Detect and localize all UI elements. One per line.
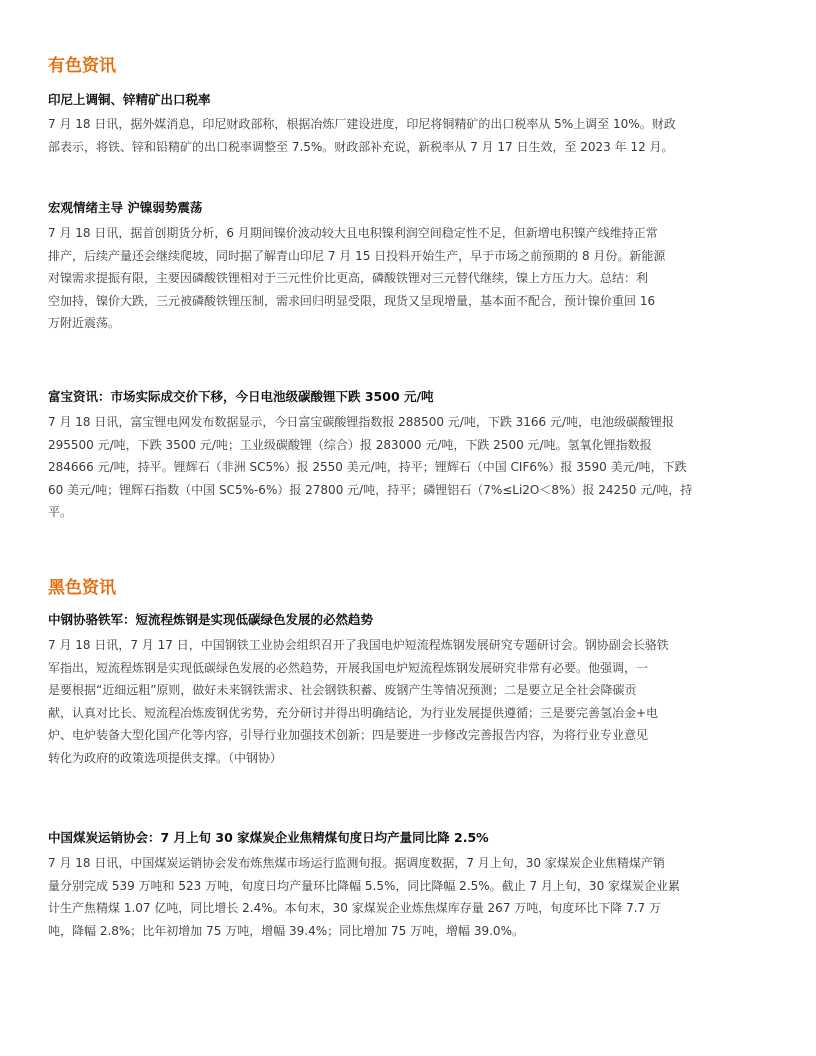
article-line: 7 月 18 日讯，7 月 17 日，中国钢铁工业协会组织召开了我国电炉短流程炼钢发展研究专题研讨会。钢协副会长骆铁 — [48, 638, 669, 652]
article-title: 中钢协骆铁军：短流程炼钢是实现低碳绿色发展的必然趋势 — [48, 612, 374, 627]
article-line: 7 月 18 日讯，富宝锂电网发布数据显示，今日富宝碳酸锂指数报 288500 元/吨，下跌 3166 元/吨，电池级碳酸锂报 — [48, 415, 675, 429]
article-title: 印尼上调铜、锌精矿出口税率 — [48, 92, 211, 107]
section-title-ferrous: 黑色资讯 — [48, 578, 116, 598]
article-line: 献，认真对比长、短流程冶炼废钢优劣势，充分研讨并得出明确结论，为行业发展提供遵循；三是要完善氢冶金+电 — [48, 705, 659, 720]
article-body — [48, 113, 758, 158]
article-line: 平。 — [48, 505, 73, 519]
article-line: 284666 元/吨，持平。锂辉石（非洲 SC5%）报 2550 美元/吨，持平；锂辉石（中国 CIF6%）报 3590 美元/吨，下跌 — [48, 460, 687, 474]
article-line: 7 月 18 日讯，据外媒消息，印尼财政部称，根据冶炼厂建设进度，印尼将铜精矿的出口税率从 5%上调至 10%。财政 — [48, 117, 676, 131]
article-body — [48, 222, 758, 335]
article-title: 中国煤炭运销协会：7 月上旬 30 家煤炭企业焦精煤旬度日均产量同比降 2.5% — [48, 830, 489, 845]
article-line: 对镍需求提振有限，主要因磷酸铁锂相对于三元性价比更高，磷酸铁锂对三元替代继续，镍上方压力大。总结：利 — [48, 271, 649, 285]
article-line: 转化为政府的政策选项提供支撑。（中钢协） — [48, 750, 283, 765]
article-title: 宏观情绪主导 沪镍弱势震荡 — [48, 200, 203, 215]
article-body — [48, 852, 758, 942]
article-line: 60 美元/吨；锂辉石指数（中国 SC5%-6%）报 27800 元/吨，持平；磷锂铝石（7%≤Li2O＜8%）报 24250 元/吨，持 — [48, 482, 693, 497]
article-line: 炉、电炉装备大型化国产化等内容，引导行业加强技术创新；四是要进一步修改完善报告内容，为将行业专业意见 — [48, 728, 649, 742]
article-line: 部表示，将铁、锌和铅精矿的出口税率调整至 7.5%。财政部补充说，新税率从 7 月 17 日生效，至 2023 年 12 月。 — [48, 139, 674, 154]
article-line: 295500 元/吨，下跌 3500 元/吨；工业级碳酸锂（综合）报 283000 元/吨，下跌 2500 元/吨。氢氧化锂指数报 — [48, 437, 652, 452]
article-body — [48, 634, 758, 769]
article-line: 7 月 18 日讯，中国煤炭运销协会发布炼焦煤市场运行监测旬报。据调度数据，7 月上旬，30 家煤炭企业焦精煤产销 — [48, 856, 665, 870]
article-line: 军指出，短流程炼钢是实现低碳绿色发展的必然趋势，开展我国电炉短流程炼钢发展研究非常有必要。他强调，一 — [48, 660, 649, 675]
article-line: 吨，降幅 2.8%；比年初增加 75 万吨，增幅 39.4%；同比增加 75 万吨，增幅 39.0%。 — [48, 923, 524, 938]
article-line: 计生产焦精煤 1.07 亿吨，同比增长 2.4%。本旬末，30 家煤炭企业炼焦煤库存量 267 万吨，旬度环比下降 7.7 万 — [48, 901, 661, 915]
article-line: 7 月 18 日讯，据首创期货分析，6 月期间镍价波动较大且电积镍利润空间稳定性不足，但新增电积镍产线维持正常 — [48, 226, 658, 240]
article-line: 排产，后续产量还会继续爬坡，同时据了解青山印尼 7 月 15 日投料开始生产，早于市场之前预期的 8 月份。新能源 — [48, 248, 666, 263]
article-line: 量分别完成 539 万吨和 523 万吨，旬度日均产量环比降幅 5.5%，同比降幅 2.5%。截止 7 月上旬，30 家煤炭企业累 — [48, 878, 681, 893]
article-title: 富宝资讯：市场实际成交价下移，今日电池级碳酸锂下跌 3500 元/吨 — [48, 389, 434, 404]
article-line: 空加持，镍价大跌，三元被磷酸铁锂压制，需求回归明显受限，现货又呈现增量，基本面不配合，预计镍价重回 16 — [48, 293, 656, 308]
section-title-nonferrous: 有色资讯 — [48, 56, 116, 76]
article-body — [48, 411, 758, 524]
article-line: 是要根据“近细远粗”原则，做好未来钢铁需求、社会钢铁积蓄、废钢产生等情况预测；二是要立足全社会降碳贡 — [48, 683, 637, 697]
article-line: 万附近震荡。 — [48, 316, 121, 330]
